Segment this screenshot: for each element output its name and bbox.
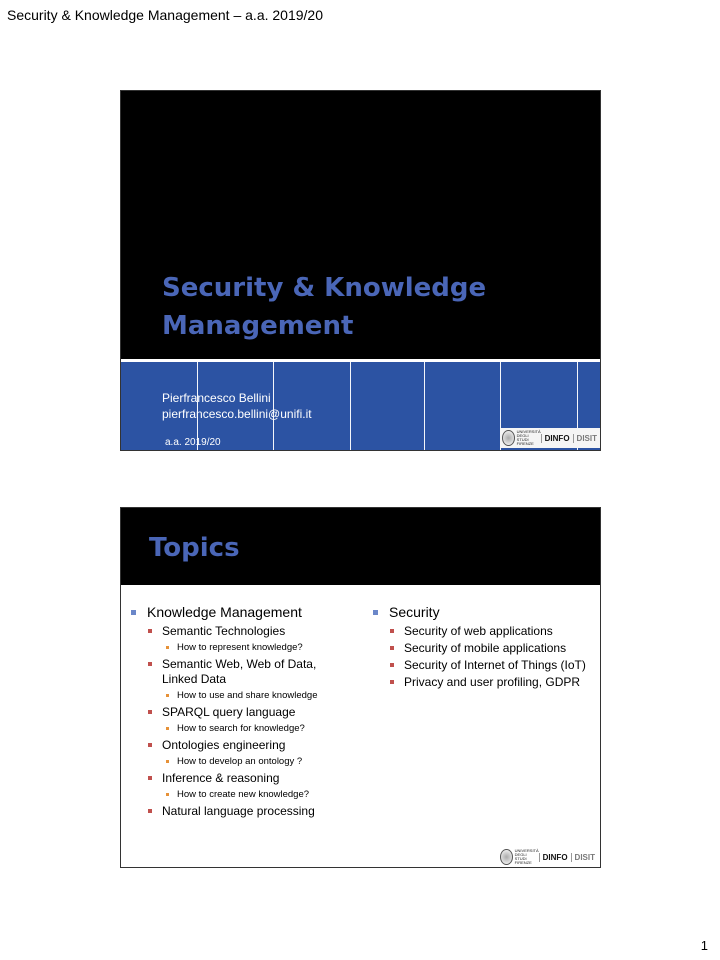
right-column xyxy=(373,604,598,692)
author-block xyxy=(162,390,312,422)
bullet-icon xyxy=(166,646,169,649)
bullet-icon xyxy=(166,760,169,763)
bullet-icon xyxy=(166,727,169,730)
left-column xyxy=(131,604,366,821)
slide-title-heading xyxy=(162,269,562,345)
list-item: Security of mobile applications xyxy=(390,641,598,656)
slide-title xyxy=(120,90,601,451)
bullet-icon xyxy=(390,663,394,667)
title-line-1: Security & Knowledge xyxy=(162,273,487,303)
bullet-icon xyxy=(390,680,394,684)
unifi-logo-text: UNIVERSITÀ DEGLI STUDI FIRENZE xyxy=(516,429,541,446)
band-divider xyxy=(424,362,425,451)
list-item: Inference & reasoning xyxy=(148,771,366,786)
bullet-icon xyxy=(148,743,152,747)
slide-topics xyxy=(120,507,601,868)
logo-strip xyxy=(500,428,600,448)
bullet-icon xyxy=(390,629,394,633)
disit-logo: DISIT xyxy=(573,434,600,443)
slide-header xyxy=(121,508,600,585)
bullet-icon xyxy=(148,776,152,780)
list-item: Natural language processing xyxy=(148,804,366,819)
bullet-icon xyxy=(131,610,136,615)
bullet-icon xyxy=(148,629,152,633)
list-item: Semantic Technologies xyxy=(148,624,366,639)
list-item: Security of Internet of Things (IoT) xyxy=(390,658,598,673)
title-line-2: Management xyxy=(162,311,354,341)
list-subitem: How to search for knowledge? xyxy=(166,722,366,735)
list-subitem: How to develop an ontology ? xyxy=(166,755,366,768)
dinfo-logo: DINFO xyxy=(541,434,573,443)
list-subitem: How to use and share knowledge xyxy=(166,689,366,702)
band-divider xyxy=(350,362,351,451)
bullet-icon xyxy=(148,662,152,666)
bullet-icon xyxy=(166,694,169,697)
list-item: Semantic Web, Web of Data, Linked Data xyxy=(148,657,366,687)
unifi-logo-icon xyxy=(502,430,515,446)
unifi-logo-icon xyxy=(500,849,513,865)
author-name: Pierfrancesco Bellini xyxy=(162,391,271,405)
author-band xyxy=(121,362,600,451)
heading-knowledge-management: Knowledge Management xyxy=(131,604,366,620)
list-subitem: How to represent knowledge? xyxy=(166,641,366,654)
disit-logo: DISIT xyxy=(571,853,598,862)
list-item: Security of web applications xyxy=(390,624,598,639)
academic-year: a.a. 2019/20 xyxy=(165,437,221,448)
bullet-icon xyxy=(166,793,169,796)
list-subitem: How to create new knowledge? xyxy=(166,788,366,801)
bullet-icon xyxy=(390,646,394,650)
slide-title-topics: Topics xyxy=(149,533,240,563)
dinfo-logo: DINFO xyxy=(539,853,571,862)
bullet-icon xyxy=(148,809,152,813)
bullet-icon xyxy=(373,610,378,615)
bullet-icon xyxy=(148,710,152,714)
author-email[interactable]: pierfrancesco.bellini@unifi.it xyxy=(162,407,312,421)
list-item: Privacy and user profiling, GDPR xyxy=(390,675,598,690)
page-number: 1 xyxy=(700,938,708,953)
page-header: Security & Knowledge Management – a.a. 2019/20 xyxy=(7,7,323,23)
list-item: Ontologies engineering xyxy=(148,738,366,753)
list-item: SPARQL query language xyxy=(148,705,366,720)
unifi-logo-text: UNIVERSITÀ DEGLI STUDI FIRENZE xyxy=(514,848,539,865)
logo-strip xyxy=(498,847,598,867)
heading-security: Security xyxy=(373,604,598,620)
